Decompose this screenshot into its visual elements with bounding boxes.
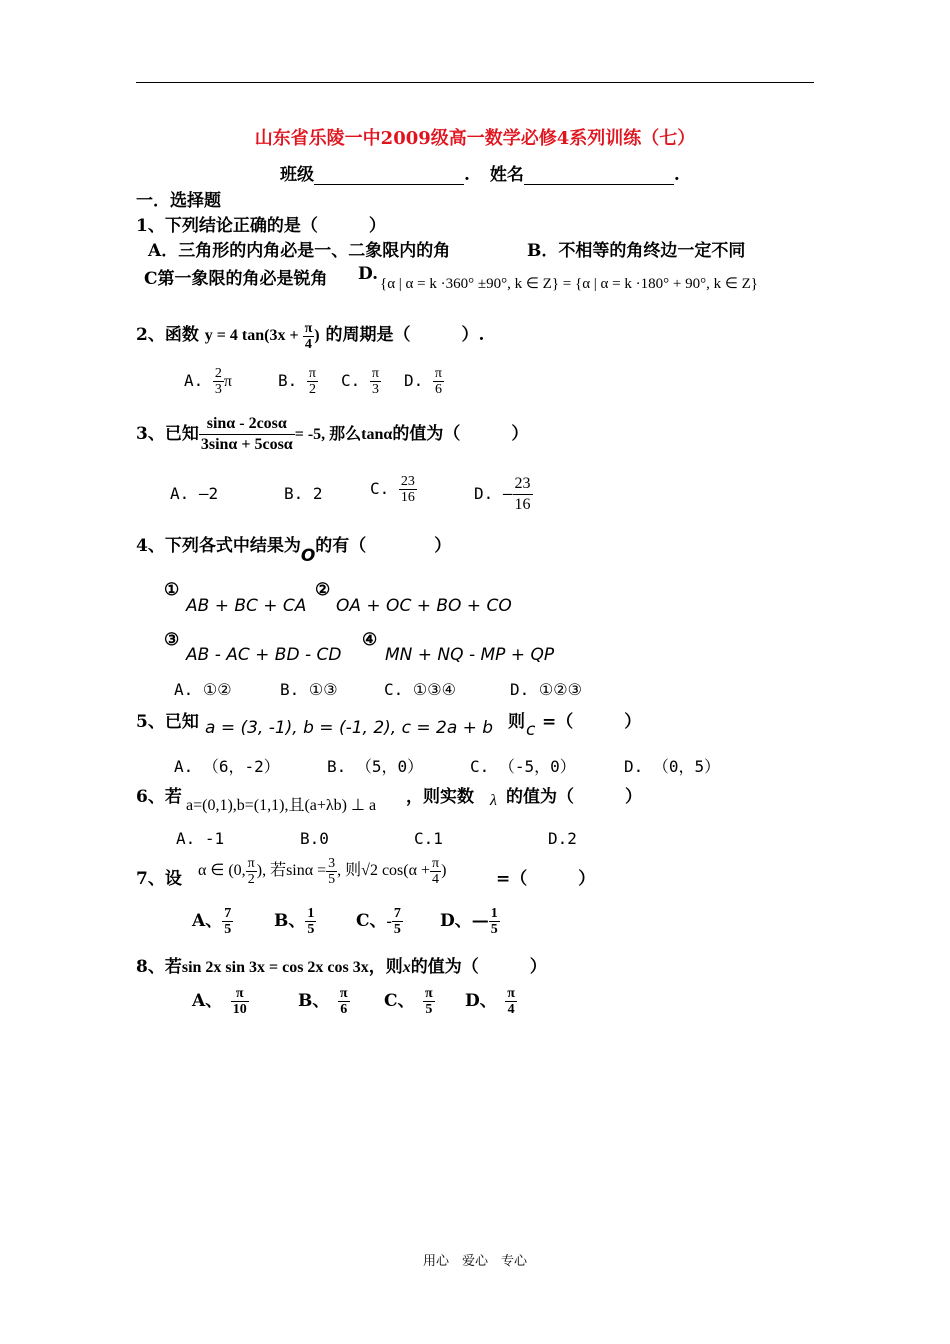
dot: . [464, 165, 470, 185]
name-label: 姓名 [489, 165, 524, 185]
q1-stem: 1、下列结论正确的是（ ） [136, 216, 386, 236]
q5-option-c: C. （-5，0） [470, 757, 576, 776]
q1-option-b: B．不相等的角终边一定不同 [527, 241, 746, 261]
q3-option-b: B. 2 [284, 484, 323, 503]
q7-suffix: =（ ） [496, 869, 596, 889]
zero-vector: O [300, 546, 316, 566]
q3-option-c: C. $\frac{23}{16}$ [370, 474, 415, 505]
q4-expr-4: MN + NQ - MP + QP [385, 645, 555, 665]
q8-option-a: A、 $\frac{\pi}{10}$ [192, 986, 247, 1017]
q6-expr: a=(0,1),b=(1,1),且(a+λb) ⊥ a [186, 797, 377, 814]
q4-expr-3: AB - AC + BD - CD [186, 645, 342, 665]
class-name-line [280, 160, 680, 185]
class-label: 班级 [280, 165, 314, 185]
q5-expr: a = (3, -1), b = (-1, 2), c = 2a + b [205, 718, 494, 738]
q7-option-b: B、 $\frac{1}{5}$ [274, 906, 315, 937]
q8-x: x [402, 959, 411, 976]
q2-prefix: 2、函数 [136, 325, 199, 345]
q8-option-d: D、 $\frac{\pi}{4}$ [465, 986, 515, 1017]
q3-expr: = -5, 那么tanα [294, 426, 393, 443]
q2-option-a: A. $\frac{2}{3}$ π [184, 366, 232, 397]
q4-option-a: A. ①② [174, 680, 232, 699]
q1-option-d-math: {α | α = k ·360° ±90°, k ∈ Z} = {α | α = k ·180° + 90°, k ∈ Z} [380, 276, 759, 292]
q4-option-c: C. ①③④ [384, 680, 456, 699]
q5-option-d: D. （0，5） [624, 757, 721, 776]
q4-expr-1-mark: ① [164, 580, 180, 600]
q1-option-d-label: D. [358, 264, 379, 284]
q1-option-a: A．三角形的内角必是一、二象限内的角 [148, 241, 451, 261]
q4-option-d: D. ①②③ [510, 680, 582, 699]
q6-option-c: C.1 [414, 829, 443, 848]
q2-expr: y = 4 tan(3x + $\frac{\pi}{4}$ ) [204, 320, 320, 352]
q3-option-d: D. — $\frac{23}{16}$ [474, 475, 531, 513]
q4-option-b: B. ①③ [280, 680, 338, 699]
q4-expr-2: OA + OC + BO + CO [336, 596, 512, 616]
q5-c: c [526, 720, 536, 740]
q3-suffix: 的值为（ ） [392, 424, 529, 444]
q3-option-a: A. —2 [170, 484, 219, 503]
q6-option-b: B.0 [300, 829, 329, 848]
q1-option-c: C第一象限的角必是锐角 [144, 269, 328, 289]
q4-stem: 4、下列各式中结果为O的有（ ） [136, 536, 452, 566]
q5-mid: 则 [508, 712, 525, 732]
q5-option-a: A. （6，-2） [174, 757, 280, 776]
q8-expr: sin 2x sin 3x = cos 2x cos 3x [181, 959, 369, 976]
section-heading: 一．选择题 [136, 191, 221, 211]
q4-expr-4-mark: ④ [362, 630, 378, 650]
q6-suffix: 的值为（ ） [506, 787, 642, 807]
q5-eq: =（ ） [542, 712, 642, 732]
q4-expr-3-mark: ③ [164, 630, 180, 650]
q3-line [136, 414, 528, 455]
q4-expr-2-mark: ② [315, 580, 331, 600]
page-title: 山东省乐陵一中2009级高一数学必修4系列训练（七） [254, 128, 696, 149]
q7-expr: α ∈ (0, $\frac{\pi}{2}$ ), 若sinα = $\frac{3}{5}$ , 则√2 cos(α + $\frac{\pi}{4}$ ) [198, 856, 447, 887]
q3-fraction: $\frac{\sin\alpha - 2\cos\alpha}{3\sin\alpha + 5\cos\alpha}$ [200, 415, 293, 453]
q7-prefix: 7、设 [136, 869, 182, 889]
q6-prefix: 6、若 [136, 787, 182, 807]
q6-mid: ，则实数 [406, 787, 474, 807]
q3-prefix: 3、已知 [136, 424, 199, 444]
dot: . [673, 165, 680, 185]
q7-option-a: A、 $\frac{7}{5}$ [192, 906, 232, 937]
q6-option-a: A. -1 [176, 829, 225, 848]
q5-prefix: 5、已知 [136, 712, 199, 732]
name-blank[interactable] [524, 168, 674, 185]
q2-option-b: B. $\frac{\pi}{2}$ [278, 366, 316, 397]
class-blank[interactable] [314, 168, 464, 185]
q6-lambda: λ [490, 792, 497, 809]
q2-option-c: C. $\frac{\pi}{3}$ [341, 366, 379, 397]
q8-option-c: C、 $\frac{\pi}{5}$ [384, 986, 433, 1017]
q2-suffix: 的周期是（ ）. [325, 325, 485, 345]
q8-option-b: B、 $\frac{\pi}{6}$ [298, 986, 348, 1017]
q8-line: 8、若sin 2x sin 3x = cos 2x cos 3x，则x的值为（ ） [136, 957, 547, 977]
q5-option-b: B. （5，0） [327, 757, 424, 776]
q6-option-d: D.2 [548, 829, 577, 848]
q7-option-c: C、- $\frac{7}{5}$ [356, 906, 401, 937]
q7-option-d: D、— $\frac{1}{5}$ [440, 906, 498, 937]
q2-line [136, 320, 484, 352]
q4-expr-1: AB + BC + CA [186, 596, 307, 616]
page-footer: 用心 爱心 专心 [422, 1254, 527, 1269]
header-rule [136, 82, 814, 83]
q2-option-d: D. $\frac{\pi}{6}$ [404, 366, 442, 397]
